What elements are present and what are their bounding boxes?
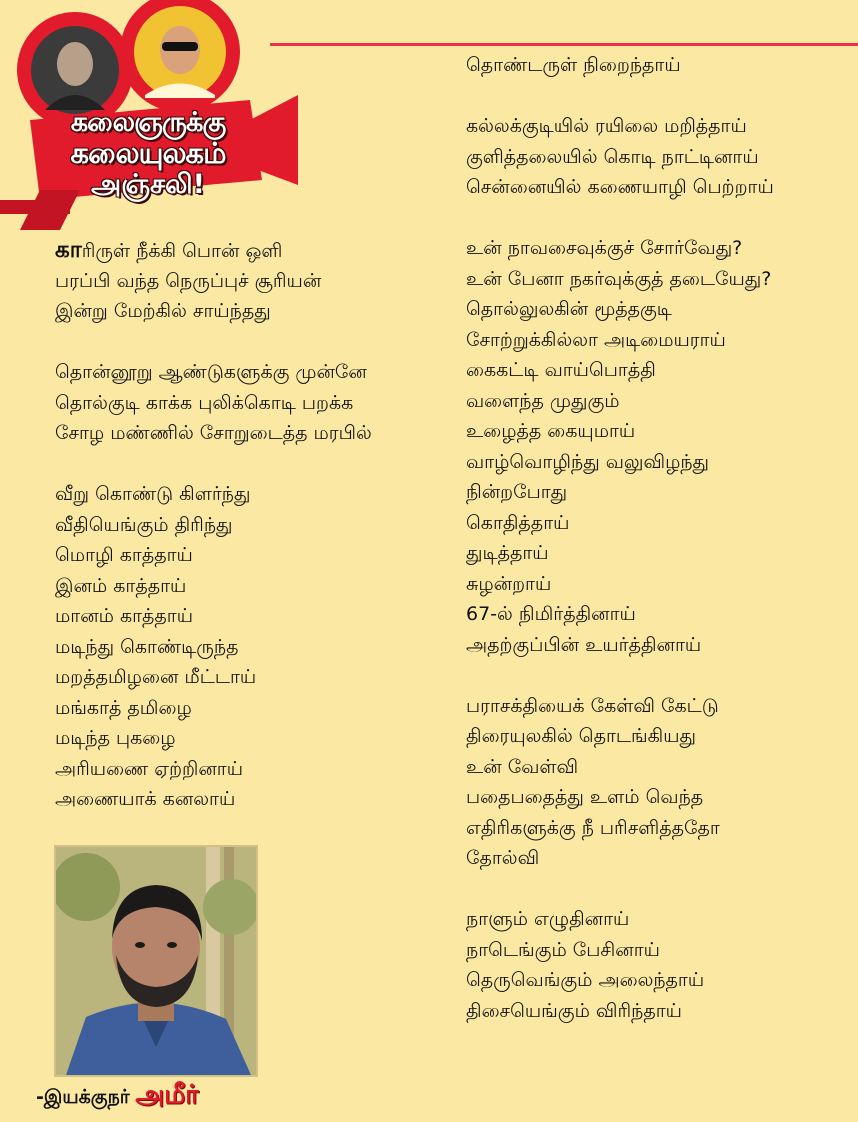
poem-line: மங்காத் தமிழை: [55, 696, 192, 719]
poem-line: கல்லக்குடியில் ரயிலை மறித்தாய்: [466, 115, 747, 137]
poem-line: நின்றபோது: [466, 481, 568, 503]
stanza-gap: [466, 81, 774, 112]
poem-line: சோழ மண்ணில் சோறுடைத்த மரபில்: [55, 422, 372, 444]
author-photo: [54, 845, 258, 1077]
poem-line: சென்னையில் கணையாழி பெற்றாய்: [466, 176, 774, 198]
poem-line: இனம் காத்தாய்: [55, 574, 187, 597]
poem-line: தொண்டருள் நிறைந்தாய்: [466, 54, 681, 76]
poem-line: இன்று மேற்கில் சாய்ந்தது: [55, 300, 271, 322]
poem-line: மடிந்து கொண்டிருந்த: [55, 635, 239, 658]
poem-line: குளித்தலையில் கொடி நாட்டினாய்: [466, 145, 759, 168]
poem-line: 67-ல் நிமிர்த்தினாய்: [466, 603, 636, 625]
poem-line: உன் பேனா நகர்வுக்குத் தடையேது?: [466, 267, 772, 290]
poem-line: உழைத்த கையுமாய்: [466, 420, 636, 442]
stanza-gap: [55, 449, 372, 480]
poem-line: சோற்றுக்கில்லா அடிமையராய்: [466, 328, 726, 351]
credit-name: அமீர்: [135, 1080, 199, 1110]
poem-right-column: [466, 50, 774, 1026]
stanza-gap: [466, 203, 774, 234]
poem-line: உன் நாவசைவுக்குச் சோர்வேது?: [466, 237, 743, 259]
poem-line: கைகட்டி வாய்பொத்தி: [466, 359, 656, 381]
poem-line: காரிருள் நீக்கி பொன் ஒளி: [55, 237, 283, 263]
stanza-gap: [466, 874, 774, 905]
poem-line: வாழ்வொழிந்து வலுவிழந்து: [466, 450, 710, 473]
drop-cap: கா: [55, 237, 82, 263]
stanza-gap: [466, 660, 774, 691]
poem-line: வளைந்த முதுகும்: [466, 389, 620, 412]
title-line-3: அஞ்சலி!: [91, 168, 205, 200]
poem-line: சுழன்றாய்: [466, 572, 552, 595]
poem-line: மொழி காத்தாய்: [55, 544, 193, 566]
poem-line: தொல்குடி காக்க புலிக்கொடி பறக்க: [55, 391, 354, 414]
poem-left-column: [55, 235, 372, 815]
poem-line: உன் வேள்வி: [466, 755, 579, 778]
author-credit: [36, 1080, 199, 1113]
poem-line: தொன்னூறு ஆண்டுகளுக்கு முன்னே: [55, 361, 367, 383]
poem-line: திசையெங்கும் விரிந்தாய்: [466, 999, 682, 1022]
poem-line: அணையாக் கனலாய்: [55, 788, 236, 810]
poem-line: தெருவெங்கும் அலைந்தாய்: [466, 969, 705, 991]
credit-role: -இயக்குநர்: [36, 1086, 130, 1108]
title-line-2: கலையுலகம்: [70, 135, 226, 170]
poem-line: நாளும் எழுதினாய்: [466, 908, 630, 930]
poem-line: பதைபதைத்து உளம் வெந்த: [466, 786, 704, 808]
poem-line: பராசக்தியைக் கேள்வி கேட்டு: [466, 694, 719, 717]
poem-line: அரியணை ஏற்றினாய்: [55, 757, 243, 780]
tribute-title: [48, 108, 248, 199]
poem-line: கொதித்தாய்: [466, 511, 570, 534]
poem-line: மடிந்த புகழை: [55, 727, 176, 749]
poem-line: மானம் காத்தாய்: [55, 605, 194, 627]
poem-line: நாடெங்கும் பேசினாய்: [466, 938, 660, 961]
poem-line: வீதியெங்கும் திரிந்து: [55, 513, 233, 536]
tribute-badge: [0, 0, 300, 230]
title-line-1: கலைஞருக்கு: [70, 107, 226, 138]
author-portrait-icon: [56, 847, 256, 1075]
poem-line: பரப்பி வந்த நெருப்புச் சூரியன்: [55, 269, 322, 292]
stanza-gap: [55, 327, 372, 358]
poem-line: வீறு கொண்டு கிளர்ந்து: [55, 483, 251, 505]
poem-line: அதற்குப்பின் உயர்த்தினாய்: [466, 633, 702, 656]
poem-line: தொல்லுலகின் மூத்தகுடி: [466, 298, 672, 320]
poem-line: துடித்தாய்: [466, 542, 549, 564]
poem-line: மறத்தமிழனை மீட்டாய்: [55, 666, 257, 688]
poem-line: திரையுலகில் தொடங்கியது: [466, 725, 696, 747]
poem-line: எதிரிகளுக்கு நீ பரிசளித்ததோ: [466, 816, 720, 839]
poem-line: தோல்வி: [466, 847, 540, 869]
header-rule: [270, 43, 858, 46]
